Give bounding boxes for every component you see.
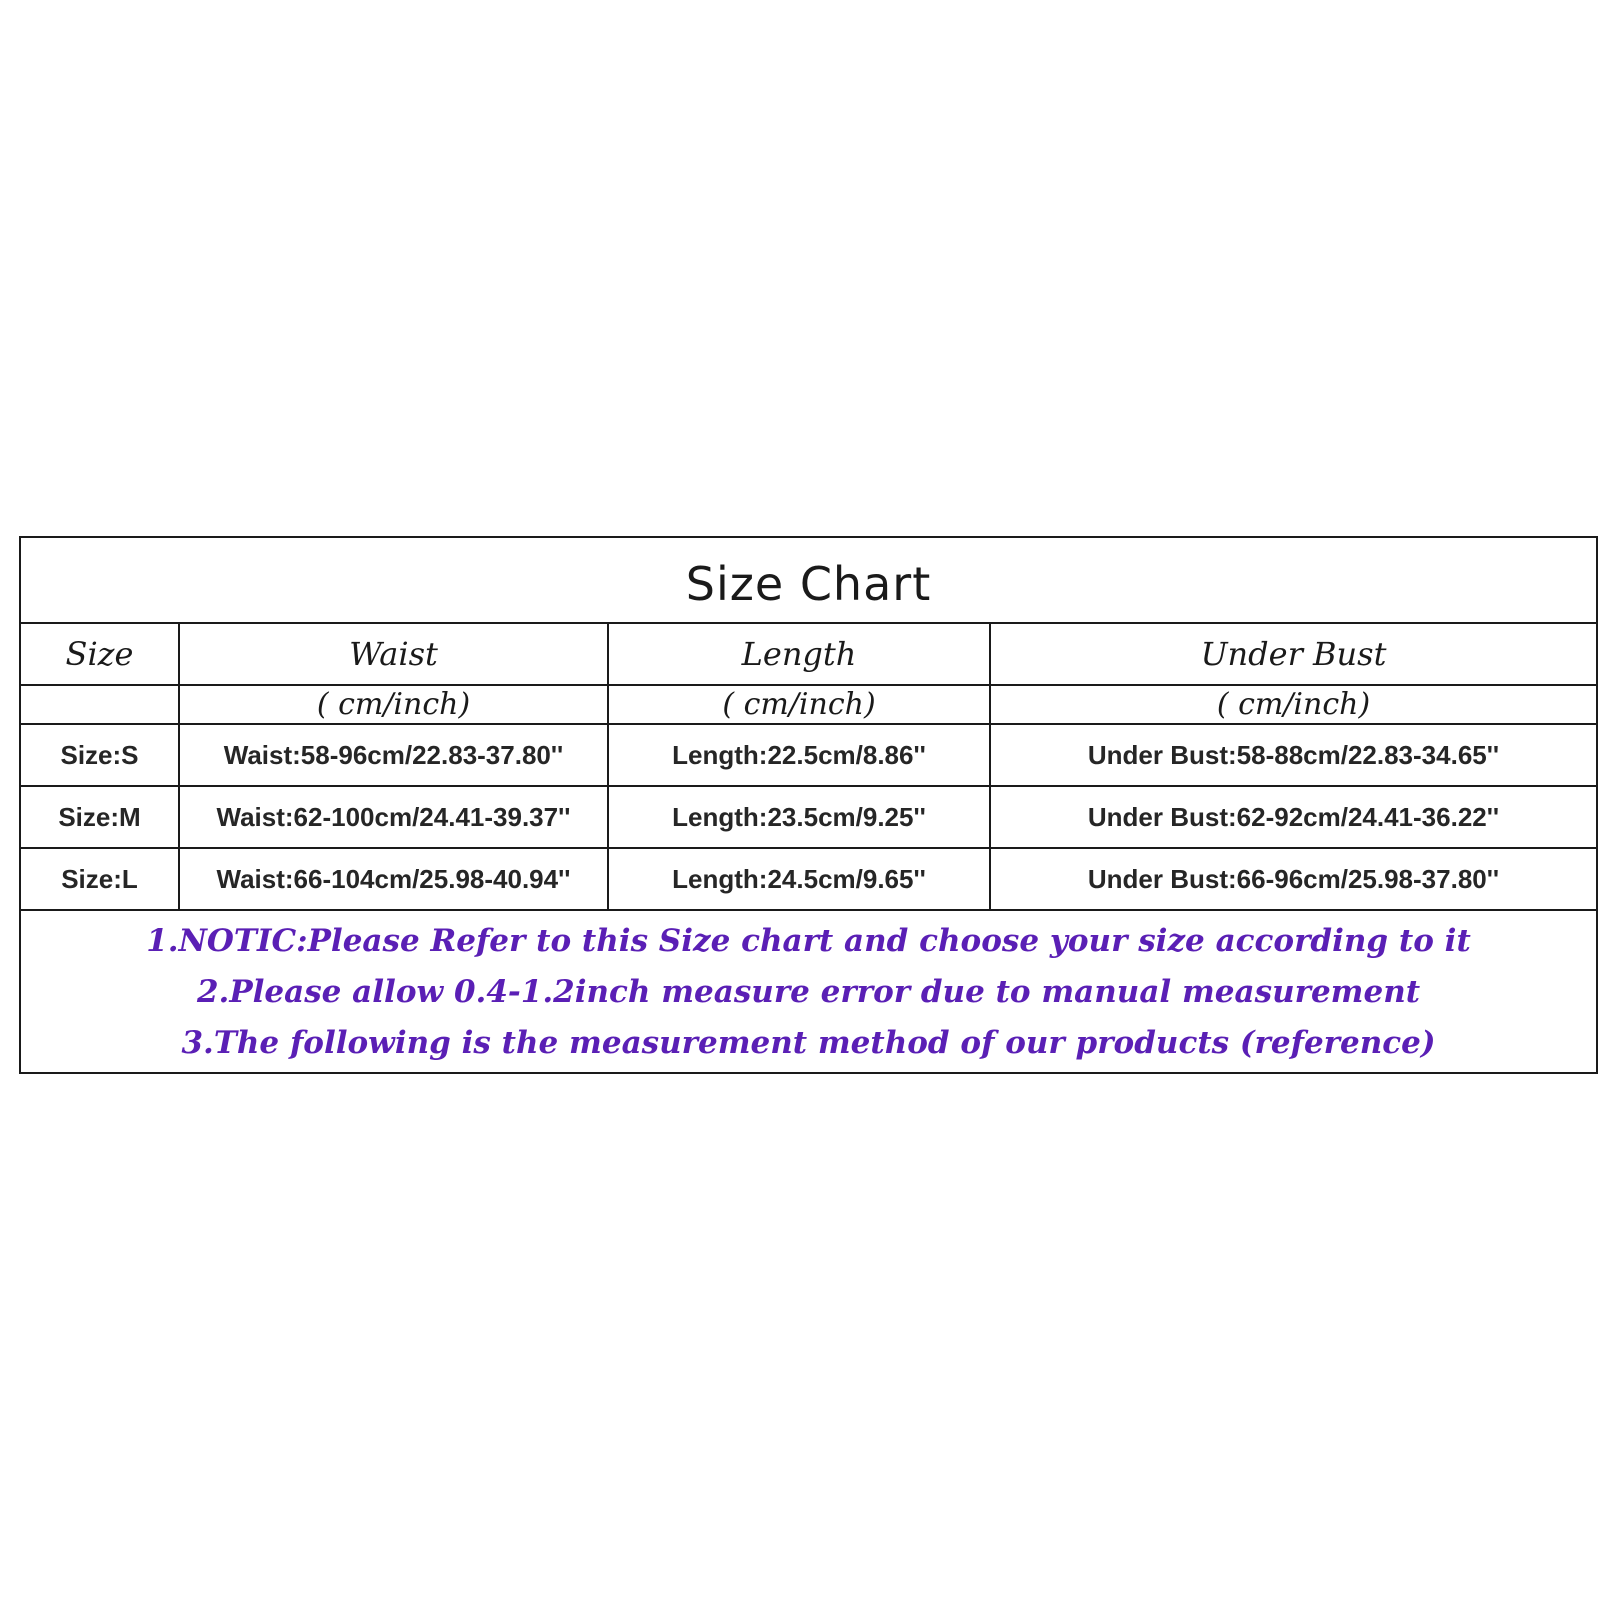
under-bust-cell: Under Bust:66-96cm/25.98-37.80'' <box>990 848 1596 910</box>
waist-cell: Waist:62-100cm/24.41-39.37'' <box>179 786 608 848</box>
length-cell: Length:23.5cm/9.25'' <box>608 786 990 848</box>
table-row <box>21 786 1596 848</box>
header-length: Length <box>608 624 990 685</box>
size-cell: Size:M <box>21 786 179 848</box>
table-row <box>21 848 1596 910</box>
unit-waist: ( cm/inch) <box>179 685 608 724</box>
size-chart <box>19 536 1598 1074</box>
length-cell: Length:22.5cm/8.86'' <box>608 724 990 786</box>
note-3: 3.The following is the measurement method of our products (reference) <box>181 1024 1436 1061</box>
note-1: 1.NOTIC:Please Refer to this Size chart and choose your size according to it <box>146 922 1471 959</box>
title-row <box>21 538 1596 624</box>
note-2: 2.Please allow 0.4-1.2inch measure error due to manual measurement <box>196 973 1421 1010</box>
header-waist: Waist <box>179 624 608 685</box>
notes-section <box>21 910 1596 1074</box>
size-cell: Size:S <box>21 724 179 786</box>
header-row <box>21 624 1596 685</box>
chart-title: Size Chart <box>685 557 932 611</box>
unit-length: ( cm/inch) <box>608 685 990 724</box>
waist-cell: Waist:58-96cm/22.83-37.80'' <box>179 724 608 786</box>
unit-size <box>21 685 179 724</box>
under-bust-cell: Under Bust:58-88cm/22.83-34.65'' <box>990 724 1596 786</box>
unit-row <box>21 685 1596 724</box>
length-cell: Length:24.5cm/9.65'' <box>608 848 990 910</box>
waist-cell: Waist:66-104cm/25.98-40.94'' <box>179 848 608 910</box>
header-under-bust: Under Bust <box>990 624 1596 685</box>
size-cell: Size:L <box>21 848 179 910</box>
header-size: Size <box>21 624 179 685</box>
size-table <box>21 624 1596 911</box>
table-row <box>21 724 1596 786</box>
unit-under-bust: ( cm/inch) <box>990 685 1596 724</box>
under-bust-cell: Under Bust:62-92cm/24.41-36.22'' <box>990 786 1596 848</box>
